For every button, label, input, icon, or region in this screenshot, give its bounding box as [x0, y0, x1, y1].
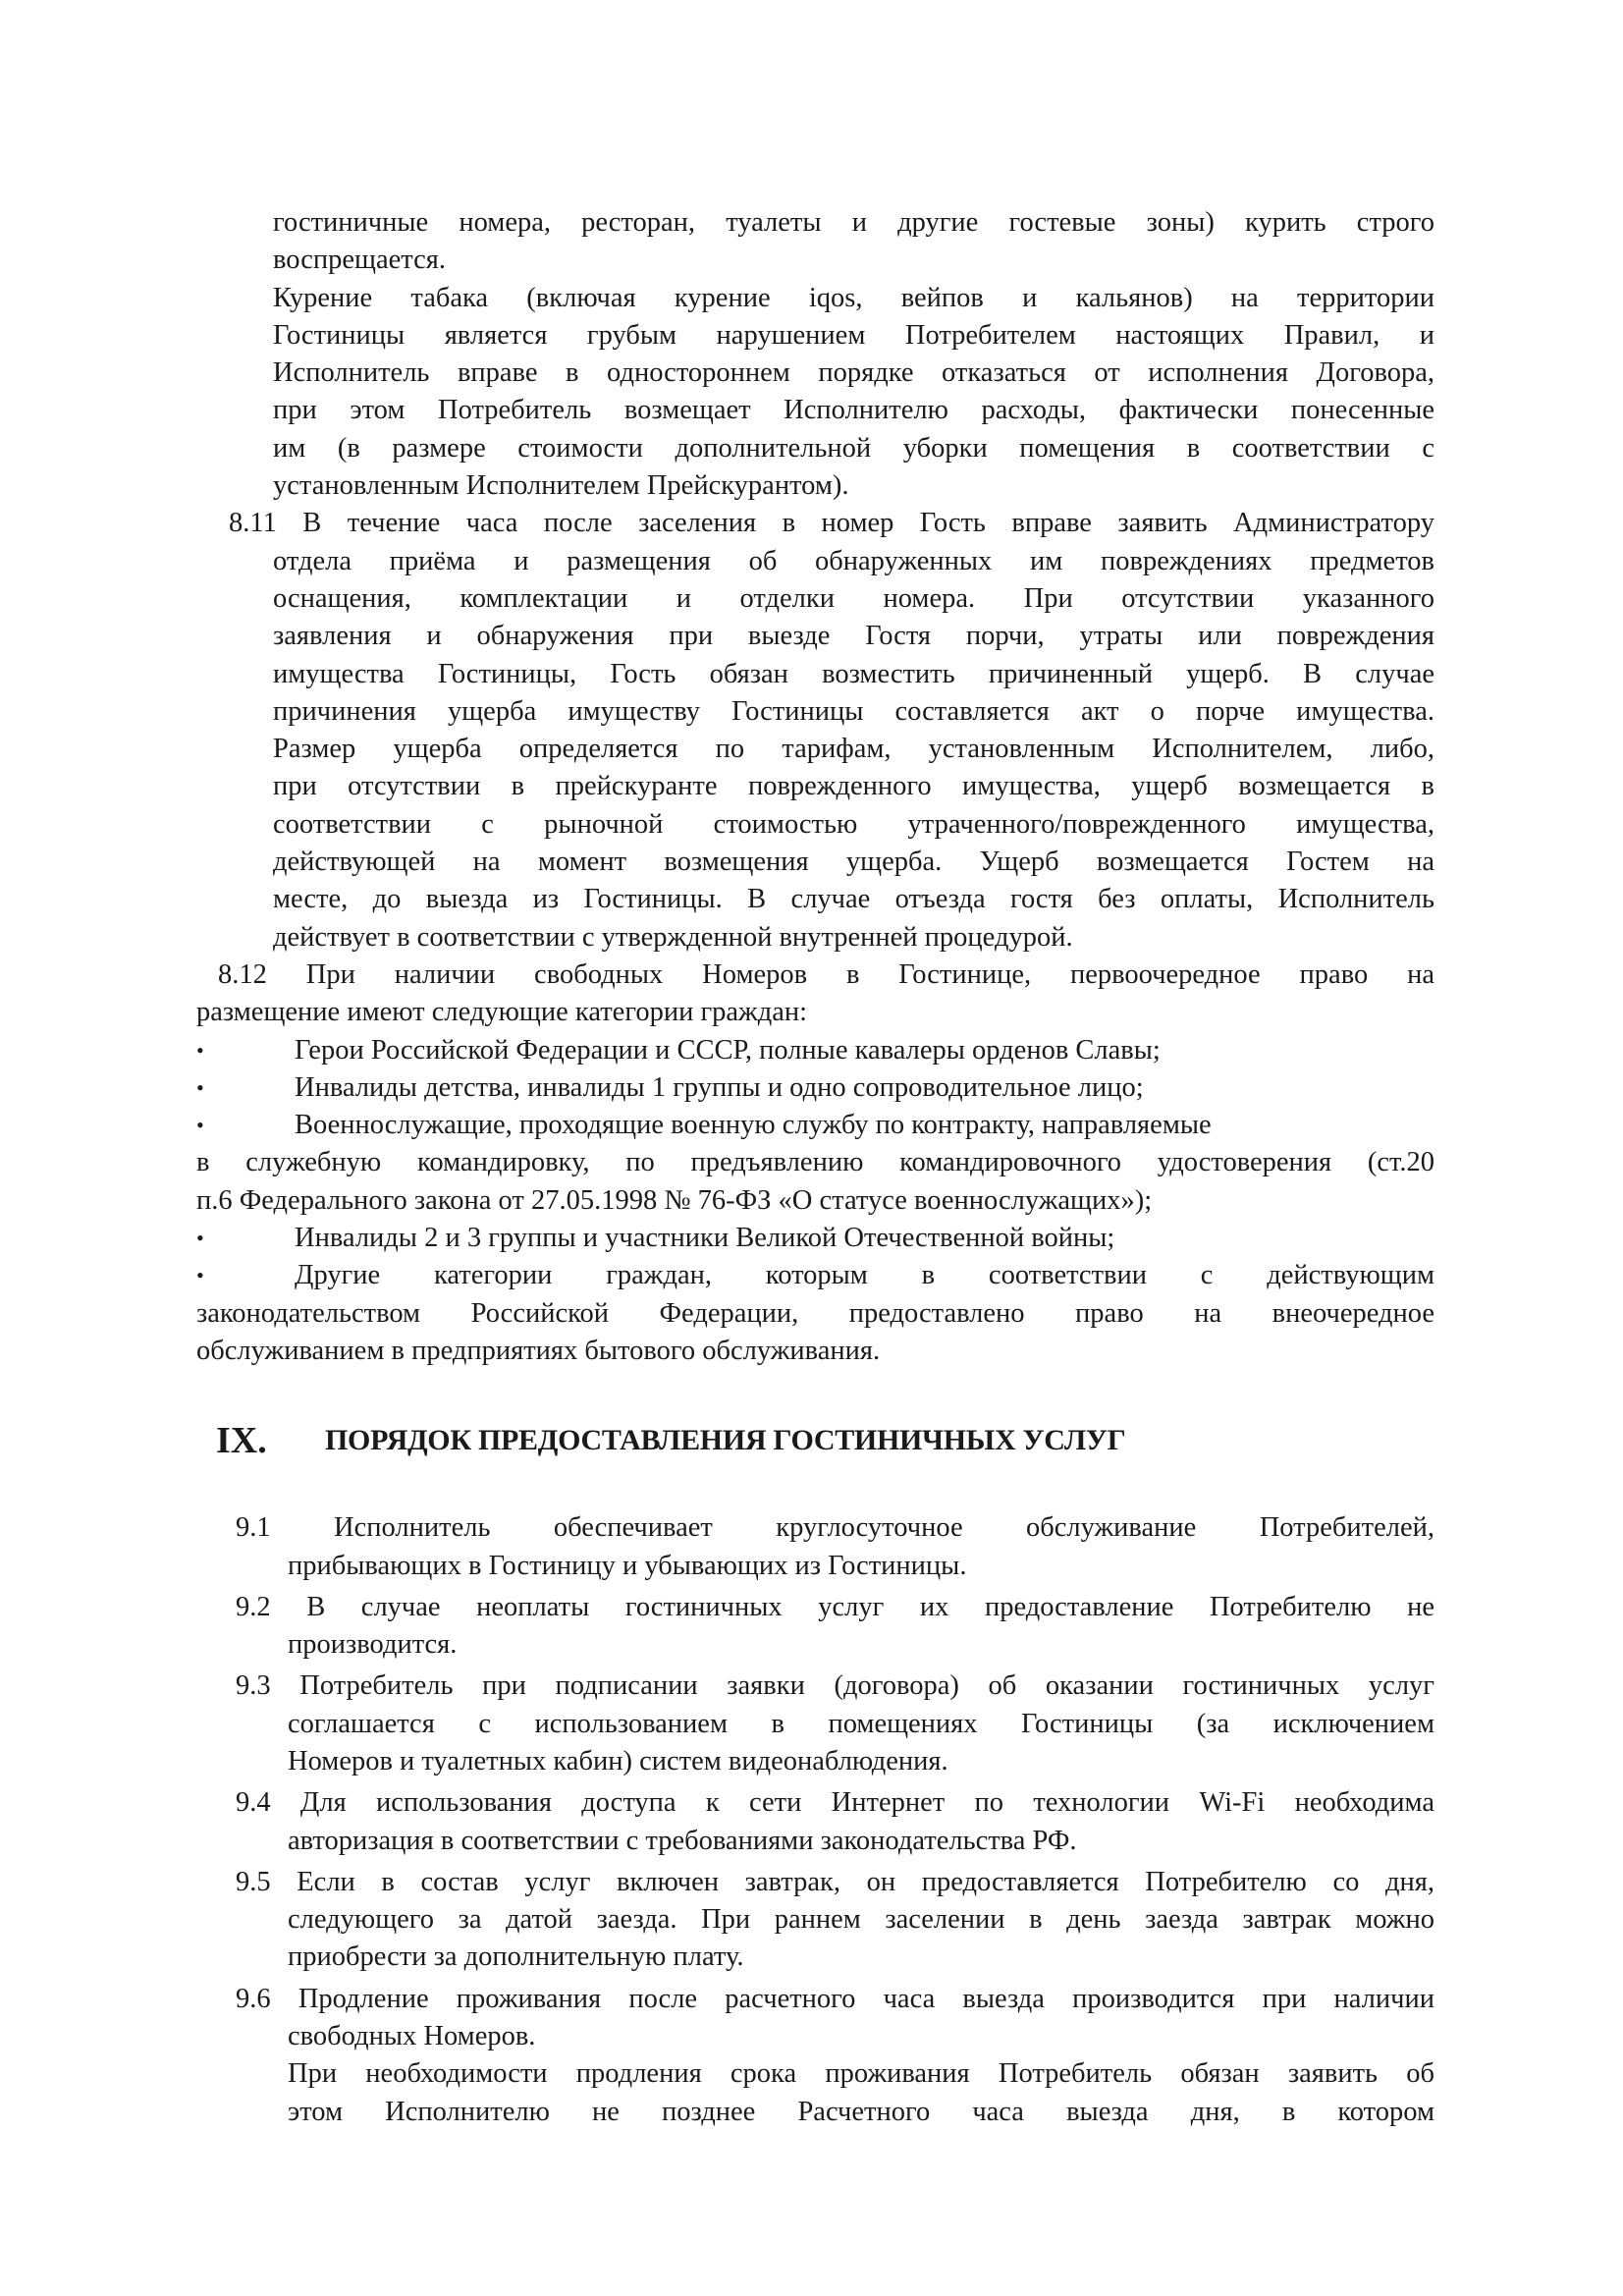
section-title: ПОРЯДОК ПРЕДОСТАВЛЕНИЯ ГОСТИНИЧНЫХ УСЛУГ	[325, 1424, 1126, 1457]
text-line	[0, 317, 1623, 355]
text-line	[0, 430, 1623, 467]
line-text: Исполнитель вправе в одностороннем порядке отказаться от исполнения Договора,	[273, 357, 1434, 389]
line-text: действующей на момент возмещения ущерба. Ущерб возмещается Гостем на	[273, 847, 1434, 878]
text-line	[0, 1182, 1623, 1220]
text-line	[0, 467, 1623, 505]
bullet-icon: •	[196, 1263, 204, 1288]
text-line	[0, 844, 1623, 881]
line-text: Инвалиды 2 и 3 группы и участники Великой Отечественной войны;	[295, 1223, 1115, 1254]
text-line	[0, 693, 1623, 731]
line-text: гостиничные номера, ресторан, туалеты и другие гостевые зоны) курить строго	[273, 207, 1434, 238]
line-text: установленным Исполнителем Прейскурантом).	[273, 470, 849, 502]
text-line	[0, 355, 1623, 392]
text-line	[0, 731, 1623, 768]
line-text: им (в размере стоимости дополнительной уборки помещения в соответствии с	[273, 432, 1434, 464]
text-line	[0, 1864, 1623, 1901]
bullet-icon: •	[196, 1113, 204, 1138]
text-line	[0, 1069, 1623, 1107]
paragraph	[0, 204, 1623, 505]
line-text: имущества Гостиницы, Гость обязан возместить причиненный ущерб. В случае	[273, 658, 1434, 689]
numbered-clause	[0, 1981, 1623, 2056]
line-text: при этом Потребитель возмещает Исполнителю расходы, фактически понесенные	[273, 395, 1434, 426]
text-line	[0, 1107, 1623, 1144]
paragraph	[0, 2055, 1623, 2131]
numbered-clause	[0, 1784, 1623, 1860]
text-line	[0, 1295, 1623, 1333]
bullet-icon: •	[196, 1226, 204, 1251]
text-line	[0, 618, 1623, 655]
text-line	[0, 1784, 1623, 1822]
text-line	[0, 392, 1623, 429]
text-line	[0, 881, 1623, 918]
line-text: при отсутствии в прейскуранте поврежденного имущества, ущерб возмещается в	[273, 771, 1434, 802]
line-text: обслуживанием в предприятиях бытового обслуживания.	[196, 1335, 881, 1366]
text-line	[0, 1548, 1623, 1585]
text-line	[0, 1939, 1623, 1976]
text-line	[0, 2018, 1623, 2055]
line-text: Размер ущерба определяется по тарифам, установленным Исполнителем, либо,	[273, 734, 1434, 765]
bullet-item	[0, 1032, 1623, 1069]
text-line	[0, 1509, 1623, 1547]
text-line	[0, 2094, 1623, 2131]
line-text: в служебную командировку, по предъявлению командировочного удостоверения (ст.20	[196, 1147, 1434, 1178]
document-page	[0, 204, 1623, 2131]
line-text: Инвалиды детства, инвалиды 1 группы и одно сопроводительное лицо;	[295, 1071, 1144, 1103]
bullet-item	[0, 1069, 1623, 1107]
text-line	[0, 656, 1623, 693]
text-line	[0, 919, 1623, 957]
text-line	[0, 806, 1623, 844]
line-text: прибывающих в Гостиницу и убывающих из Гостиницы.	[288, 1550, 967, 1581]
text-line	[0, 204, 1623, 242]
bullet-item	[0, 1220, 1623, 1257]
line-text: 9.5 Если в состав услуг включен завтрак, он предоставляется Потребителю со дня,	[236, 1866, 1434, 1897]
line-text: Герои Российской Федерации и СССР, полные кавалеры орденов Славы;	[295, 1034, 1161, 1066]
text-line	[0, 242, 1623, 279]
text-line	[0, 1667, 1623, 1705]
numbered-clause	[0, 1589, 1623, 1665]
line-text: действует в соответствии с утвержденной внутренней процедурой.	[273, 921, 1073, 953]
text-line	[0, 1032, 1623, 1069]
line-text: свободных Номеров.	[288, 2021, 536, 2052]
line-text: этом Исполнителю не позднее Расчетного часа выезда дня, в котором	[288, 2096, 1434, 2127]
text-line	[0, 505, 1623, 542]
bullet-icon: •	[196, 1037, 204, 1063]
text-line	[0, 543, 1623, 580]
line-text: воспрещается.	[273, 245, 446, 276]
line-text: размещение имеют следующие категории граждан:	[196, 997, 808, 1028]
line-text: следующего за датой заезда. При раннем заселении в день заезда завтрак можно	[288, 1904, 1434, 1936]
line-text: оснащения, комплектации и отделки номера. При отсутствии указанного	[273, 582, 1434, 614]
text-line	[0, 994, 1623, 1031]
line-text: месте, до выезда из Гостиницы. В случае отъезда гостя без оплаты, Исполнитель	[273, 884, 1434, 915]
line-text: соглашается с использованием в помещениях Гостиницы (за исключением	[288, 1708, 1434, 1739]
numbered-clause	[0, 1864, 1623, 1977]
line-text: Номеров и туалетных кабин) систем видеонаблюдения.	[288, 1745, 948, 1777]
text-line	[0, 957, 1623, 994]
line-text: 9.1 Исполнитель обеспечивает круглосуточное обслуживание Потребителей,	[236, 1512, 1434, 1544]
text-line	[0, 1257, 1623, 1294]
text-line	[0, 280, 1623, 317]
text-line	[0, 2055, 1623, 2093]
line-text: При необходимости продления срока проживания Потребитель обязан заявить об	[288, 2058, 1434, 2090]
bullet-icon: •	[196, 1074, 204, 1100]
line-text: производится.	[288, 1629, 458, 1661]
text-line	[0, 580, 1623, 618]
line-text: соответствии с рыночной стоимостью утраченного/поврежденного имущества,	[273, 808, 1434, 840]
bullet-item	[0, 1257, 1623, 1370]
line-text: Военнослужащие, проходящие военную службу по контракту, направляемые	[295, 1110, 1212, 1141]
bullet-item	[0, 1107, 1623, 1220]
line-text: приобрести за дополнительную плату.	[288, 1941, 744, 1973]
numbered-clause	[0, 957, 1623, 1032]
text-line	[0, 1589, 1623, 1626]
text-line	[0, 1626, 1623, 1664]
line-text: 9.6 Продление проживания после расчетного часа выезда производится при наличии	[236, 1983, 1434, 2014]
line-text: 9.3 Потребитель при подписании заявки (договора) об оказании гостиничных услуг	[236, 1670, 1434, 1702]
text-line	[0, 1981, 1623, 2018]
line-text: авторизация в соответствии с требованиями законодательства РФ.	[288, 1825, 1077, 1856]
line-text: заявления и обнаружения при выезде Гостя порчи, утраты или повреждения	[273, 621, 1434, 652]
line-text: п.6 Федерального закона от 27.05.1998 № 76-ФЗ «О статусе военнослужащих»);	[196, 1184, 1153, 1216]
numbered-clause	[0, 1667, 1623, 1780]
section-number: IX.	[216, 1420, 267, 1462]
line-text: 8.11 В течение часа после заселения в номер Гость вправе заявить Администратору	[229, 508, 1434, 539]
numbered-clause	[0, 505, 1623, 957]
line-text: отдела приёма и размещения об обнаруженных им повреждениях предметов	[273, 545, 1434, 576]
text-line	[0, 1706, 1623, 1743]
line-text: причинения ущерба имуществу Гостиницы составляется акт о порче имущества.	[273, 695, 1434, 727]
line-text: законодательством Российской Федерации, предоставлено право на внеочередное	[196, 1297, 1434, 1329]
line-text: Другие категории граждан, которым в соответствии с действующим	[295, 1260, 1434, 1291]
section-heading	[0, 1401, 1623, 1480]
line-text: 9.4 Для использования доступа к сети Интернет по технологии Wi-Fi необходима	[236, 1787, 1434, 1819]
text-line	[0, 1144, 1623, 1181]
text-line	[0, 768, 1623, 805]
line-text: Курение табака (включая курение iqos, вейпов и кальянов) на территории	[273, 282, 1434, 313]
numbered-clause	[0, 1509, 1623, 1585]
text-line	[0, 1743, 1623, 1780]
line-text: 9.2 В случае неоплаты гостиничных услуг их предоставление Потребителю не	[236, 1591, 1434, 1622]
text-line	[0, 1901, 1623, 1939]
line-text: Гостиницы является грубым нарушением Потребителем настоящих Правил, и	[273, 319, 1434, 351]
text-line	[0, 1333, 1623, 1370]
text-line	[0, 1823, 1623, 1860]
line-text: 8.12 При наличии свободных Номеров в Гостинице, первоочередное право на	[218, 958, 1434, 990]
text-line	[0, 1220, 1623, 1257]
